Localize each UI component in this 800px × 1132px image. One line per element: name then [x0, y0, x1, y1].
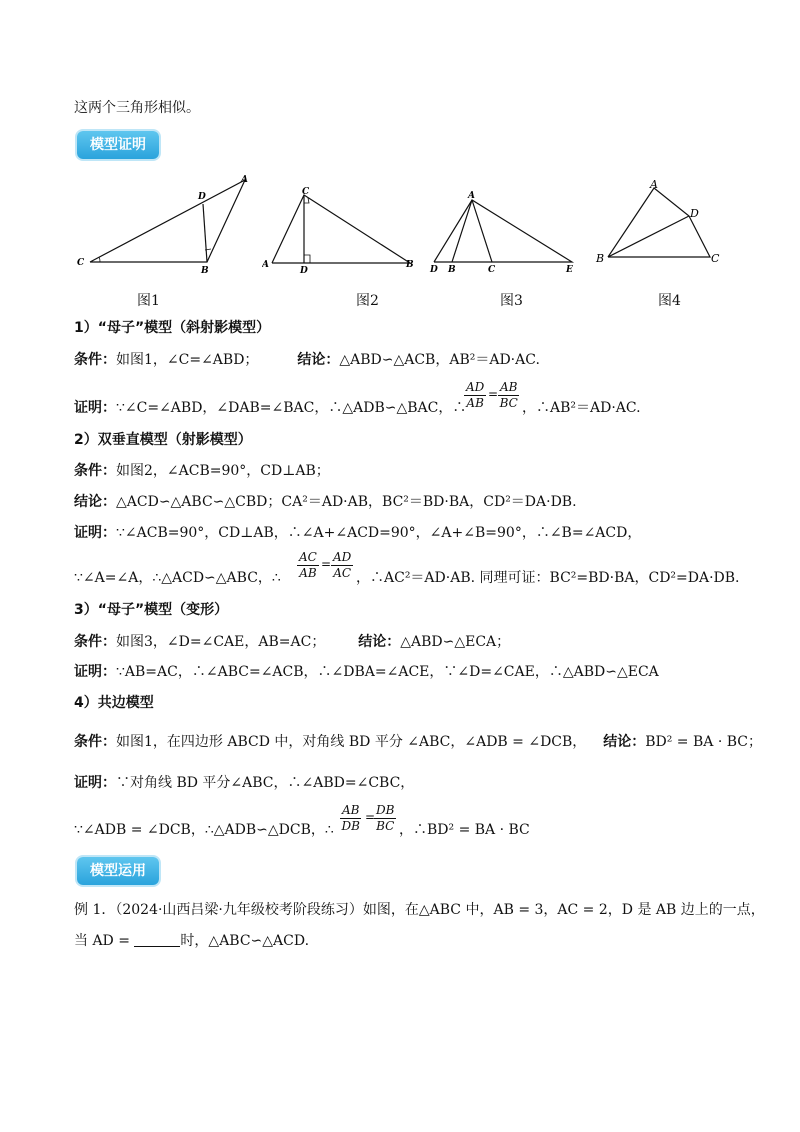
section2-frac-ad-ac: $\frac{AD}{AC}$	[333, 550, 352, 580]
section3-proof	[74, 662, 659, 682]
example-1-prefix: 当 AD =	[74, 933, 130, 949]
section4-proof-tail: ，∴BD² = BA · BC	[399, 822, 530, 838]
section4-frac-ab-db: $\frac{AB}{DB}$	[341, 803, 360, 833]
condition-text: 如图2，∠ACB=90°，CD⊥AB；	[116, 463, 330, 479]
section1-frac-equals: =	[488, 387, 499, 401]
section1-proof	[74, 398, 466, 418]
condition-label: 条件：	[74, 463, 116, 479]
condition-text: 如图3，∠D=∠CAE，AB=AC；	[116, 634, 326, 650]
section2-proof-tail: ，∴AC²＝AD·AB. 同理可证：BC²=BD·BA，CD²=DA·DB.	[356, 570, 740, 586]
conclusion-text: △ACD∽△ABC∽△CBD；CA²＝AD·AB，BC²＝BD·BA，CD²＝DA·DB.	[116, 494, 577, 510]
section1-condition	[74, 350, 540, 370]
caption-fig2: 图2	[356, 293, 379, 309]
section2-proof-line2: ∵∠A=∠A，∴△ACD∽△ABC，∴	[74, 570, 281, 586]
fig1-label-c: C	[77, 258, 85, 268]
answer-blank[interactable]	[134, 932, 180, 947]
condition-label: 条件：	[74, 352, 116, 368]
section4-heading: 4）共边模型	[74, 695, 154, 711]
conclusion-label: 结论：	[297, 352, 340, 368]
condition-text: 如图1，在四边形 ABCD 中，对角线 BD 平分 ∠ABC，∠ADB = ∠DCB，	[116, 734, 587, 750]
fig2-label-d: D	[300, 266, 308, 275]
figure-2	[262, 185, 422, 275]
figure-3	[424, 188, 584, 273]
section-badge-proof: 模型证明	[77, 131, 159, 159]
caption-fig1: 图1	[137, 293, 160, 309]
proof-text: ∵∠ACB=90°，CD⊥AB，∴∠A+∠ACD=90°，∠A+∠B=90°，∴∠B=∠ACD，	[116, 525, 642, 541]
fig1-label-a: A	[241, 175, 248, 185]
section3-condition	[74, 632, 510, 652]
fig2-label-c: C	[302, 187, 310, 197]
section4-frac-db-bc: $\frac{DB}{BC}$	[376, 803, 395, 833]
section3-heading: 3）“母子”模型（变形）	[74, 602, 229, 618]
section1-proof-tail: ，∴AB²＝AD·AC.	[522, 400, 641, 416]
caption-fig3: 图3	[500, 293, 523, 309]
fig1-label-b: B	[201, 266, 209, 276]
fig3-label-c: C	[488, 265, 496, 273]
conclusion-label: 结论：	[603, 734, 646, 750]
conclusion-label: 结论：	[74, 494, 116, 510]
conclusion-text: △ABD∽△ECA；	[400, 634, 511, 650]
section2-frac-equals: =	[321, 557, 332, 571]
section2-condition	[74, 461, 330, 481]
section4-proof-line2: ∵∠ADB = ∠DCB，∴△ADB∽△DCB，∴	[74, 822, 334, 838]
fig4-label-b: B	[596, 252, 605, 265]
proof-label: 证明：	[74, 400, 116, 416]
condition-label: 条件：	[74, 734, 116, 750]
fig3-label-d: D	[430, 265, 438, 273]
conclusion-text: BD² = BA · BC；	[645, 734, 762, 750]
condition-text: 如图1，∠C=∠ABD；	[116, 352, 259, 368]
section4-condition	[74, 732, 762, 752]
fig4-label-a: A	[650, 178, 658, 191]
section2-conclusion	[74, 492, 577, 512]
figure-1	[70, 172, 260, 277]
example-1-suffix: 时，△ABC∽△ACD.	[180, 933, 310, 949]
conclusion-label: 结论：	[358, 634, 401, 650]
example-1-line2	[74, 931, 309, 951]
condition-label: 条件：	[74, 634, 116, 650]
proof-text: ∵∠C=∠ABD，∠DAB=∠BAC，∴△ADB∽△BAC，∴	[116, 400, 467, 416]
section4-proof	[74, 773, 414, 793]
fig3-label-e: E	[566, 265, 573, 273]
fig1-label-d: D	[198, 192, 206, 202]
proof-text: ∵AB=AC，∴∠ABC=∠ACB，∴∠DBA=∠ACE，∵∠D=∠CAE，∴△ABD∽△ECA	[116, 664, 659, 680]
conclusion-text: △ABD∽△ACB，AB²＝AD·AC.	[339, 352, 540, 368]
section-badge-apply: 模型运用	[77, 857, 159, 885]
section1-heading: 1）“母子”模型（斜射影模型）	[74, 320, 271, 336]
intro-text: 这两个三角形相似。	[74, 100, 200, 116]
figure-4	[592, 174, 732, 269]
proof-text: ∵对角线 BD 平分∠ABC，∴∠ABD=∠CBC，	[116, 775, 415, 791]
section1-frac-ab-bc: $\frac{AB}{BC}$	[499, 380, 518, 410]
proof-label: 证明：	[74, 525, 116, 541]
example-1-line1: 例 1．（2024·山西吕梁·九年级校考阶段练习）如图，在△ABC 中，AB = 3，AC = 2，D 是 AB 边上的一点，	[74, 902, 765, 918]
section2-heading: 2）双垂直模型（射影模型）	[74, 432, 252, 448]
fig2-label-a: A	[262, 260, 269, 270]
fig3-label-a: A	[468, 191, 475, 201]
fig2-label-b: B	[406, 260, 414, 270]
fig4-label-d: D	[690, 207, 699, 220]
section2-proof	[74, 523, 641, 543]
proof-label: 证明：	[74, 775, 116, 791]
fig3-label-b: B	[448, 265, 456, 273]
section4-frac-equals: =	[365, 810, 376, 824]
caption-fig4: 图4	[658, 293, 681, 309]
section1-frac-ad-ab: $\frac{AD}{AB}$	[466, 380, 485, 410]
section2-frac-ac-ab: $\frac{AC}{AB}$	[299, 550, 317, 580]
proof-label: 证明：	[74, 664, 116, 680]
fig4-label-c: C	[711, 252, 720, 265]
